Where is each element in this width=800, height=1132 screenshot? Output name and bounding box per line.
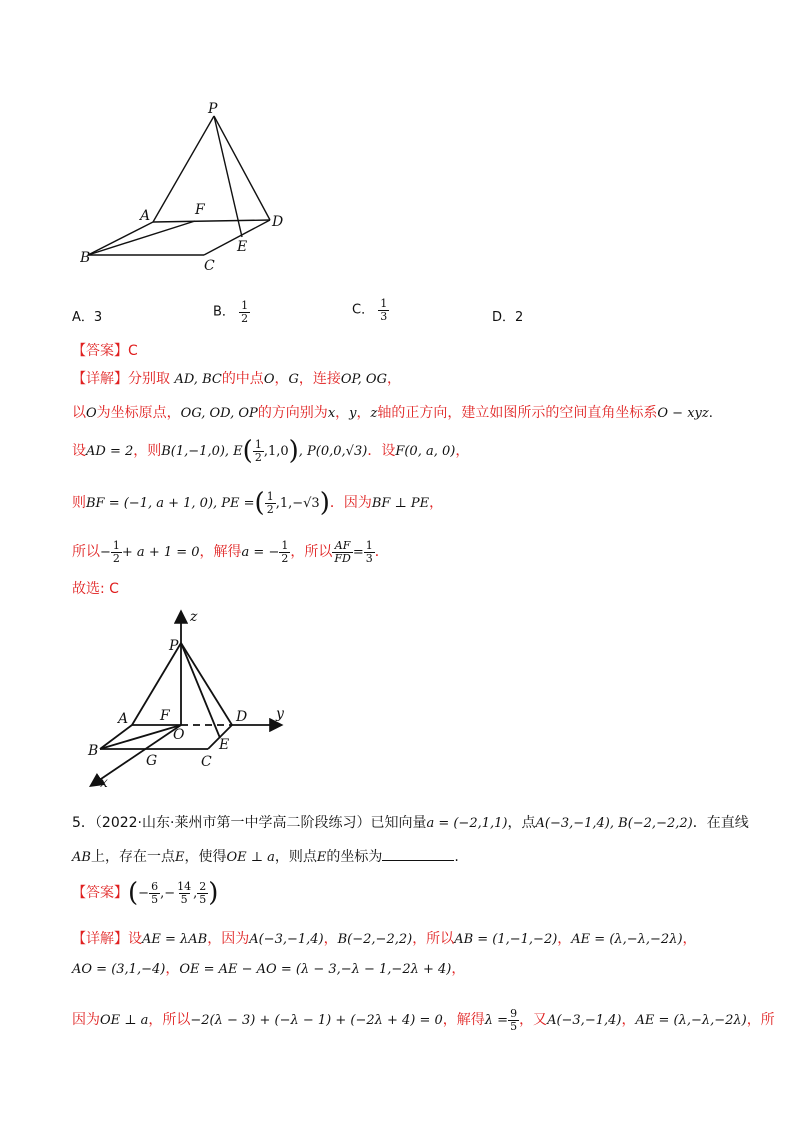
fraction: $\frac{1}{3}$ xyxy=(365,539,373,565)
q5-answer: 【答案】(− $\frac{6}{5}$ ,− $\frac{14}{5}$ , $\frac{2}{5}$ ) xyxy=(72,878,219,908)
q4-detail-line1: 【详解】分别取 AD, BC的中点O，G，连接OP, OG， xyxy=(72,371,401,387)
fraction: $\frac{1}{3}$ xyxy=(380,297,388,323)
q4-choose: 故选: C xyxy=(72,581,119,597)
q4-detail-line5: 所以− $\frac{1}{2}$ + a + 1 = 0，解得a = − $\frac{1}{2}$ ，所以 $\frac{AF}{FD}$ = $\frac{1}{3}$ ． xyxy=(72,539,389,565)
label-B: B xyxy=(88,743,99,759)
option-b: B． $\frac{1}{2}$ xyxy=(213,299,249,325)
label-P: P xyxy=(169,638,179,654)
axis-label-x: x xyxy=(100,775,108,790)
axis-label-z: z xyxy=(190,609,198,625)
option-a: A．3 xyxy=(72,310,103,325)
label-F: F xyxy=(195,202,205,218)
q4-detail-line3: 设AD = 2，则B(1,−1,0), E( $\frac{1}{2}$ ,1,0), P(0,0,√3)．设F(0, a, 0)， xyxy=(72,436,470,466)
option-d: D．2 xyxy=(492,310,524,325)
fraction: $\frac{1}{2}$ xyxy=(241,299,249,325)
q4-detail-line4: 则BF = (−1, a + 1, 0), PE =( $\frac{1}{2}$ ,1,−√3)．因为BF ⊥ PE， xyxy=(72,488,444,518)
fraction: $\frac{9}{5}$ xyxy=(510,1007,518,1033)
label-F: F xyxy=(160,708,170,724)
fraction: $\frac{1}{2}$ xyxy=(112,539,120,565)
q4-answer: 【答案】C xyxy=(72,343,138,359)
fraction: $\frac{6}{5}$ xyxy=(151,879,159,906)
label-C: C xyxy=(204,258,215,270)
q5-detail-line3: 因为OE ⊥ a，所以−2(λ − 3) + (−λ − 1) + (−2λ + 4) = 0，解得λ = $\frac{9}{5}$ ，又A(−3,−1,4)，AE = (λ,−λ,−2λ)，所 xyxy=(72,1007,775,1033)
label-P: P xyxy=(208,101,218,117)
fraction: $\frac{AF}{FD}$ xyxy=(334,539,351,565)
label-A: A xyxy=(140,208,151,224)
option-c: C． $\frac{1}{3}$ xyxy=(352,297,388,323)
q5-detail-line1: 【详解】设AE = λAB，因为A(−3,−1,4)，B(−2,−2,2)，所以AB = (1,−1,−2)，AE = (λ,−λ,−2λ)， xyxy=(72,931,697,947)
fraction: $\frac{1}{2}$ xyxy=(266,489,274,516)
fraction: $\frac{2}{5}$ xyxy=(199,879,207,906)
label-B: B xyxy=(80,250,91,266)
fraction: $\frac{1}{2}$ xyxy=(281,539,289,565)
coordinate-figure xyxy=(80,605,300,790)
label-E: E xyxy=(219,737,230,753)
label-D: D xyxy=(272,214,284,230)
q5-detail-line2: AO = (3,1,−4)，OE = AE − AO = (λ − 3,−λ − 1,−2λ + 4)， xyxy=(72,961,466,977)
axis-label-y: y xyxy=(276,706,284,722)
answer-blank[interactable] xyxy=(382,848,454,861)
label-D: D xyxy=(236,709,248,725)
fraction: $\frac{1}{2}$ xyxy=(254,437,262,464)
q5-stem-line1: 5．（2022·山东·莱州市第一中学高二阶段练习）已知向量a = (−2,1,1)，点A(−3,−1,4), B(−2,−2,2)．在直线 xyxy=(72,815,749,831)
pyramid-figure xyxy=(80,100,300,270)
fraction: $\frac{14}{5}$ xyxy=(177,879,192,906)
q4-detail-line2: 以O为坐标原点，OG, OD, OP的方向别为x，y，z轴的正方向，建立如图所示的空间直角坐标系O − xyz. xyxy=(72,405,713,421)
q5-stem-line2: AB上，存在一点E，使得OE ⊥ a，则点E的坐标为 . xyxy=(72,849,459,865)
label-G: G xyxy=(146,753,158,769)
label-C: C xyxy=(201,754,212,770)
label-A: A xyxy=(118,711,129,727)
label-E: E xyxy=(237,239,248,255)
label-O: O xyxy=(173,727,185,743)
